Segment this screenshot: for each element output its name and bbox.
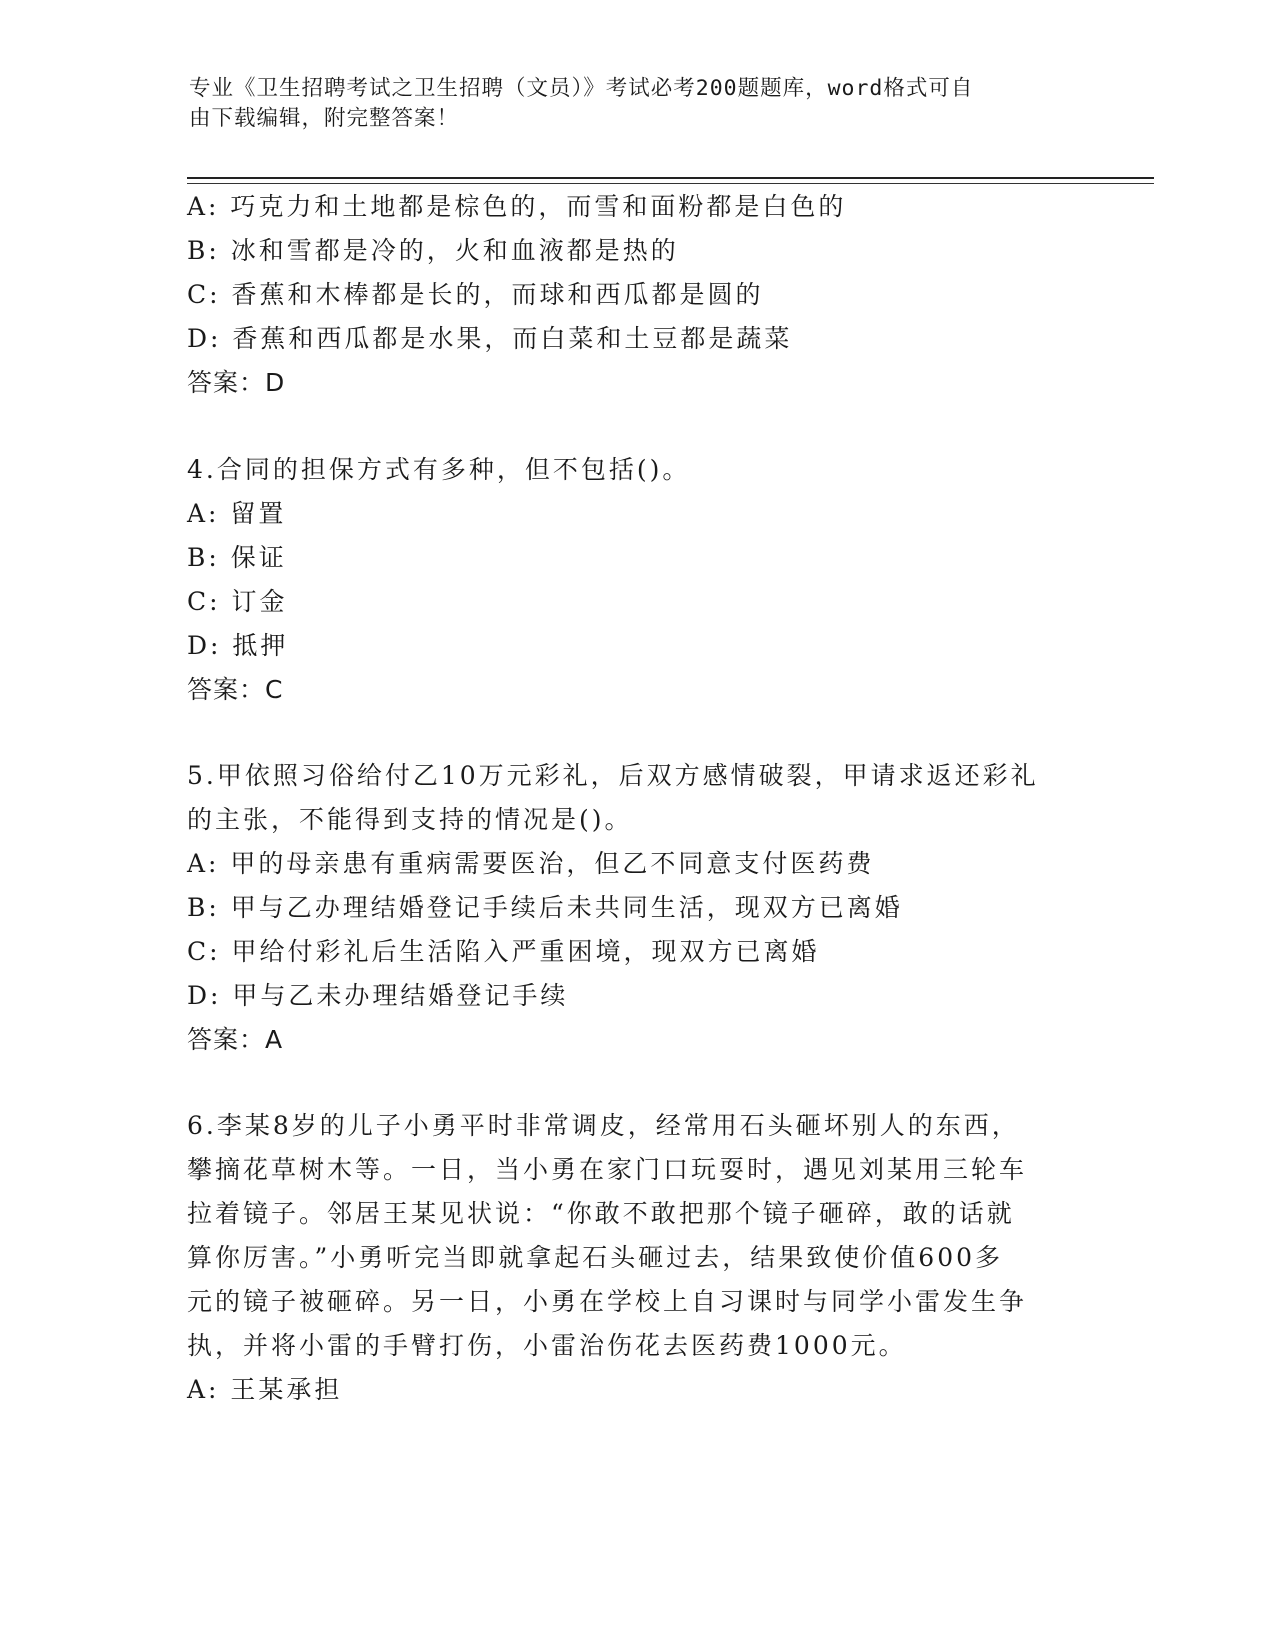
q6-stem-line-3: 拉着镜子。邻居王某见状说：“你敢不敢把那个镜子砸碎，敢的话就 bbox=[187, 1199, 1015, 1228]
header-line-1: 专业《卫生招聘考试之卫生招聘（文员）》考试必考200题题库，word格式可自 bbox=[189, 76, 974, 101]
header-divider-thick bbox=[187, 177, 1154, 179]
q4-stem: 4.合同的担保方式有多种，但不包括()。 bbox=[187, 455, 691, 484]
q3-option-b: B: 冰和雪都是冷的，火和血液都是热的 bbox=[187, 236, 679, 265]
q3-option-d: D: 香蕉和西瓜都是水果，而白菜和土豆都是蔬菜 bbox=[187, 324, 793, 353]
q6-stem-line-1: 6.李某8岁的儿子小勇平时非常调皮，经常用石头砸坏别人的东西， bbox=[187, 1111, 1020, 1140]
header-line-2: 由下载编辑，附完整答案！ bbox=[189, 106, 460, 131]
q3-option-c: C: 香蕉和木棒都是长的，而球和西瓜都是圆的 bbox=[187, 280, 764, 309]
q6-stem-line-5: 元的镜子被砸碎。另一日，小勇在学校上自习课时与同学小雷发生争 bbox=[187, 1287, 1028, 1316]
q3-option-a: A: 巧克力和土地都是棕色的，而雪和面粉都是白色的 bbox=[187, 192, 847, 221]
q4-answer: 答案：C bbox=[187, 675, 284, 704]
q5-stem-line-2: 的主张，不能得到支持的情况是()。 bbox=[187, 805, 633, 834]
q6-stem-line-2: 攀摘花草树木等。一日，当小勇在家门口玩耍时，遇见刘某用三轮车 bbox=[187, 1155, 1028, 1184]
header-divider-thin bbox=[187, 183, 1154, 184]
q3-answer: 答案：D bbox=[187, 368, 286, 397]
q6-stem-line-4: 算你厉害。”小勇听完当即就拿起石头砸过去，结果致使价值600多 bbox=[187, 1243, 1004, 1272]
q4-option-d: D: 抵押 bbox=[187, 631, 289, 660]
q5-option-a: A: 甲的母亲患有重病需要医治，但乙不同意支付医药费 bbox=[187, 849, 875, 878]
q4-option-b: B: 保证 bbox=[187, 543, 287, 572]
q5-stem-line-1: 5.甲依照习俗给付乙10万元彩礼，后双方感情破裂，甲请求返还彩礼 bbox=[187, 761, 1039, 790]
q5-answer: 答案：A bbox=[187, 1025, 284, 1054]
document-header bbox=[189, 74, 1089, 134]
q6-option-a: A: 王某承担 bbox=[187, 1375, 343, 1404]
q5-option-c: C: 甲给付彩礼后生活陷入严重困境，现双方已离婚 bbox=[187, 937, 820, 966]
q5-option-b: B: 甲与乙办理结婚登记手续后未共同生活，现双方已离婚 bbox=[187, 893, 903, 922]
q4-option-a: A: 留置 bbox=[187, 499, 287, 528]
q4-option-c: C: 订金 bbox=[187, 587, 288, 616]
q6-stem-line-6: 执，并将小雷的手臂打伤，小雷治伤花去医药费1000元。 bbox=[187, 1331, 907, 1360]
q5-option-d: D: 甲与乙未办理结婚登记手续 bbox=[187, 981, 569, 1010]
